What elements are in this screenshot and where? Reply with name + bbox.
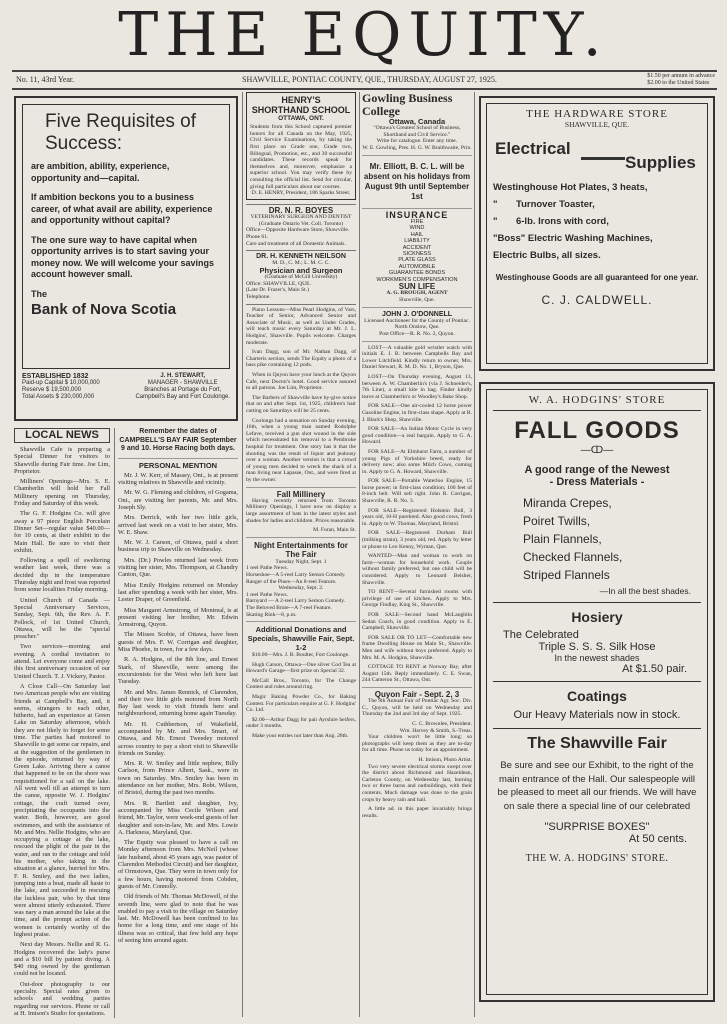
bank-headline: Five Requisites of Success:	[45, 111, 197, 154]
mid-news-item: Piano Lessons—Miss Pearl Hodgins, of Vars, Teacher of Senior, Advanced Senior and Associate of Music, as well as Under Grades, will teach music every Saturday at Mr. J. L. Hodgins', Shawville. Pupils welcome. Charges moderate.	[246, 306, 356, 346]
hodgins-range-1: A good range of the Newest	[524, 464, 670, 476]
insurance-ad	[362, 209, 472, 304]
news-item: The G. F. Hodgins Co. will give away a 97 piece English Porcelain Dinner Set—regular value $40.00—for 10 cents, at their exhibit in the Main Hall. Be sure to visit their exhibit.	[14, 510, 110, 554]
night-entertainment-heading: Night Entertainments for The Fair	[254, 540, 348, 559]
classified-item: LOST—A valuable gold wristlet watch with initials E. J. B. between Campbells Bay and Lower Litchfield. Kindly return to owner, Mrs. Daniel Stewart, R. M. D. No. 1, Bryson, Que.	[362, 344, 472, 371]
neilson-card	[246, 250, 356, 301]
odonnell-card	[362, 311, 472, 338]
bank-of-nova-scotia-ad	[14, 96, 238, 421]
news-item: Next day Messrs. Nellie and R. G. Hodgins recovered the lady's purse and a $10 bill by patient diving. A $40 ring owned by the gentleman could not be located.	[14, 941, 110, 978]
quyon-fair-sig-1: C. C. Brownlee, President.	[412, 720, 472, 727]
donation-item: $2.00—Arthur Dagg for pair Ayrshire heifers, under 3 months.	[246, 716, 356, 730]
hardware-store-ad	[479, 96, 715, 371]
campbells-bay-reminder: Remember the dates of CAMPBELL'S BAY FAIR September 9 and 10. Horse Racing both days.	[119, 428, 237, 452]
supplies-word: Supplies	[625, 153, 696, 172]
mid-news-item: Coolongs had a sensation on Sunday evening, 16th, when a young man named Rodolphe Lefave, received a gun shot wound in the side which necessitated his removal to a Pembroke hospital for treatment. One story has it that the shooting was the result of liquor and jealousy over a woman. Another version is that a crowd of young men decided to wreck the shack of a man living near Lapasse, Ont., and were fired at by the owner.	[246, 417, 356, 483]
insurance-type: FIRE	[410, 218, 424, 225]
neilson-name: DR. H. KENNETH NEILSON	[256, 253, 346, 261]
insurance-type: WIND	[409, 225, 425, 232]
donation-item: Magic Baking Powder Co., for Baking Contest. For particulars enquire at G. F. Hodgins' Co. Ltd.	[246, 694, 356, 714]
subscription-price: $1.50 per annum in advance $2.00 to the United States	[647, 73, 715, 86]
classified-item: FOR SALE—Registered Durham Bull (milking strain), 3 years old, red. Apply by letter or phone to Leo Kenny, Wyman, Que.	[362, 530, 472, 550]
hosiery-line-1: The Celebrated	[503, 629, 579, 641]
classified-item: FOR SALE OR TO LET—Comfortable new frame Dwelling House on Main St., Shawville. Men and wife without boys preferred. Apply to Mrs. M. A. Hodgins, Shawville.	[362, 634, 472, 661]
photo-sig: H. Imison, Photo Artist.	[418, 756, 472, 763]
night-ent-line: 1 reel Pathe News.	[246, 565, 288, 572]
column-rule	[242, 92, 243, 1017]
hodgins-sig: THE W. A. HODGINS' STORE.	[525, 853, 669, 864]
news-item: Out-door photography is our specialty. Special rates given to schools and wedding parties regarding our services. Phone or call at H. Imison's Studio for quotations.	[14, 980, 110, 1017]
insurance-type: ACCIDENT	[402, 244, 432, 251]
bank-para-2: If ambition beckons you to a business career, of what avail are ability, experience and opportunity without capital?	[31, 192, 213, 225]
ornament-icon: —ↀ—	[580, 445, 614, 456]
henrys-body: Students from this School captured premier honors for all Canada on the May, 1925, Civil Service Examinations, by taking the first place on Grade one, Grade two, Bilingual, Promotion, etc., and 30 successful candidates. These records speak for themselves and, moreover, emphasize a superior school. You may verify these by consulting the official list. Send for circular, giving full particulars about our courses.	[250, 124, 352, 190]
boyes-name: DR. N. R. BOYES	[268, 205, 334, 215]
personal-mention-column	[118, 428, 238, 1018]
coatings-heading: Coatings	[567, 688, 627, 704]
henrys-name: HENRY'S	[281, 95, 321, 105]
place-date: SHAWVILLE, PONTIAC COUNTY, QUE., THURSDAY, AUGUST 27, 1925.	[242, 75, 497, 84]
neilson-tel: Telephone.	[246, 294, 271, 301]
boyes-card	[246, 204, 356, 247]
hosiery-line-2: Triple S. S. S. Silk Hose	[538, 641, 656, 653]
odonnell-po: Post Office—R. R. No. 2, Quyon.	[379, 331, 455, 337]
insurance-heading: INSURANCE	[385, 209, 449, 220]
gowling-city: Ottawa, Canada	[388, 117, 446, 126]
night-ent-line: Skating Rink—8, p.m.	[246, 611, 297, 618]
henrys-sig: D. E. HENRY, President, 186 Sparks Street.	[251, 190, 351, 197]
classified-item: LOST—On Thursday evening, August 13, between A. W. Chamberlin's (via J. Schneider's, 7th Line), a small kite in bag. Finder kindly leave at Chamberlin's or Woodley's Bake Shop.	[362, 373, 472, 400]
news-item: Shawville Cafe is preparing a Special Dinner for visitors to Shawville during Fair time. Joe Lim, Proprietor.	[14, 446, 110, 475]
gowling-body: "Ottawa's Greatest School of Business, Shorthand and Civil Service."	[373, 125, 461, 138]
hodgins-name: W. A. HODGINS' STORE	[528, 394, 666, 406]
bank-name: Bank of Nova Scotia	[31, 300, 177, 318]
neilson-degree: M. D., C. M.; L. M. C. C.	[272, 260, 330, 267]
fall-millinery-sig: M. Foran, Main St.	[313, 527, 356, 534]
bank-manager-title: MANAGER - SHAWVILLE	[147, 380, 218, 386]
neilson-grad: (Graduate of McGill University)	[264, 274, 338, 281]
insurance-type: GUARANTEE BONDS	[388, 270, 446, 277]
bank-branches: Branches at Portage du Fort,	[144, 387, 222, 393]
odonnell-addr: North Onslow, Que.	[394, 324, 440, 331]
donation-item: $10.00—Mrs. J. B. Boulter, Fort Coulonge.	[252, 652, 350, 659]
surprise-boxes: "SURPRISE BOXES"	[544, 821, 650, 833]
fabric-item: Plain Flannels,	[523, 532, 602, 546]
little-ad-notice: A little ad. in this paper invariably brings results.	[362, 806, 472, 819]
classified-item: TO RENT—Several furnished rooms with privilege of use of kitchen. Apply to Mrs. George Findlay, King St., Shawville.	[362, 589, 472, 609]
hardware-name: THE HARDWARE STORE	[526, 108, 668, 120]
odonnell-name: JOHN J. O'DONNELL	[381, 310, 453, 318]
bank-assets: Total Assets $ 230,000,000	[22, 394, 95, 400]
news-item: United Church of Canada — Special Anniversary Services, Sunday, Sept. 6th, the Rev. A. F. Pollock, of 1st United Church, Ottawa, will be the "special preacher."	[14, 596, 110, 641]
personal-item: Mr. J. W. Kerr, of Massey, Ont., is at present visiting relatives in Shawville and vicinity.	[118, 471, 238, 487]
boyes-care: Care and treatment of all Domestic Animals.	[246, 240, 346, 247]
hosiery-heading: Hosiery	[571, 609, 623, 625]
column-rule	[114, 428, 115, 1018]
hardware-place: SHAWVILLE, QUE.	[564, 120, 630, 129]
insurance-agent: A. G. BROUGH, AGENT	[386, 290, 448, 297]
news-item: Milliners' Openings—Mrs. S. E. Chamberlin will hold her Fall Millinery opening on Thursday, Friday and Saturday of this week.	[14, 478, 110, 508]
classified-item: COTTAGE TO RENT at Norway Bay, after August 15th. Reply immediately. C. E. Swan, 244 Cameron St., Ottawa, Ont.	[362, 664, 472, 684]
hodgins-shades: —In all the best shades.	[599, 586, 691, 596]
bank-para-3: The one sure way to have capital when opportunity arrives is to start saving your money now. We will welcome your savings account however small.	[31, 234, 215, 279]
night-ent-line: Barnyard — A 2-reel Larry Semon Comedy.	[246, 598, 346, 605]
quyon-fair-heading: Quyon Fair - Sept. 2, 3	[374, 689, 460, 699]
mid-news-item: When in Quyon have your lunch at the Quyon Cafe, next Doctor's hotel. Good service assured to all patrons. Joe Lim, Proprietor.	[246, 372, 356, 392]
insurance-type: SICKNESS	[402, 251, 432, 257]
henrys-city: OTTAWA, ONT.	[278, 115, 324, 122]
middle-column	[246, 92, 356, 1017]
classified-item: FOR SALE—An Indian Motor Cycle in very good condition—a real bargain. Apply to G. A. Howard.	[362, 426, 472, 446]
coatings-line: Our Heavy Materials now in stock.	[513, 709, 681, 721]
fabric-item: Striped Flannels	[523, 568, 610, 582]
quyon-fair-body: The 9th Annual Fair of Pontiac Agr. Soc. Div. C., Quyon, will be held on Wednesday and Thursday the 2nd and 3rd day of Sept. 1925.	[362, 698, 472, 718]
personal-item: Mr. W. G. Fleming and children, of Gogama, Ont., are visiting her parents, Mr. and Mrs. Joseph Sly.	[118, 489, 238, 511]
newspaper-title: THE EQUITY.	[118, 0, 609, 70]
photo-notice: Your children won't be little long; so photographs will keep them as they are to-day for all time. Phone us today for an appointment.	[362, 734, 472, 754]
donation-item: Make your entries not later than Aug. 28th.	[252, 733, 349, 740]
storm-notice: Two very severe electrical storms swept over the district about Richmond and Hazeldean, Carleton County, on Wednesday last, burning two or three barns and outbuildings, with their contents. Much damage was done to the grain crops by heavy rain and hail.	[362, 763, 472, 803]
henrys-school-ad	[246, 92, 356, 200]
neilson-title: Physician and Surgeon	[259, 265, 343, 275]
hosiery-line-3: In the newest shades	[554, 653, 640, 663]
personal-item: Mr. and Mrs. James Rennick, of Clarendon, and their two little girls motored from North Bay last week to visit friends here and neighbourhood, returning home again Tuesday.	[118, 688, 238, 718]
hardware-line-4: "Boss" Electric Washing Machines,	[493, 233, 653, 244]
night-ent-line: Ranger of the Pines—An 8-reel Feature.	[246, 578, 337, 585]
fall-millinery-heading: Fall Millinery	[276, 489, 326, 499]
insurance-type: HAIL	[410, 231, 424, 238]
bank-manager: J. H. STEWART,	[160, 373, 206, 379]
column-rule	[359, 92, 360, 1017]
surprise-price: At 50 cents.	[628, 833, 687, 845]
hardware-line-1: Westinghouse Hot Plates, 3 heats,	[493, 182, 648, 193]
personal-item: Mrs. R. W. Smiley and little nephew, Billy Carlson, from Prince Albert, Sask., were in town on Saturday. Mrs. Smiley has been in attendance on her mother, Mrs. Robt. Wilson, of Bristol, during the past two months.	[118, 760, 238, 797]
personal-item: Miss Margaret Armstrong, of Montreal, is at present visiting her brother, Mr. Edwin Armstrong, Quyon.	[118, 606, 238, 629]
neilson-office: Office: SHAWVILLE, QUE.	[246, 280, 312, 287]
personal-item: Mrs. R. Bartlett and daughter, Ivy, accompanied by Miss Cecile Wilson and friend, Mr. Taylor, were week-end guests of her daughter and son-in-law, Mr. and Mrs. Lowie A. Harkness, Maryland, Que.	[118, 799, 238, 836]
personal-item: The Misses Scobie, of Ottawa, have been guests of Mrs. F. W. Corrigan and daughter, Miss Phoebe, in town, for a few days.	[118, 631, 238, 654]
neilson-prev: (Late Dr. Frazer's, Main St.)	[246, 287, 309, 294]
insurance-type: PLATE GLASS	[398, 257, 436, 264]
fall-goods-heading: FALL GOODS	[514, 417, 680, 444]
insurance-place: Shawville, Que.	[399, 296, 435, 303]
night-ent-line: Tuesday Night, Sept. 1	[275, 558, 327, 565]
night-ent-line: Wednesday, Sept. 2.	[278, 585, 324, 592]
quyon-fair-sig-2: Wm. Harvey & Smith, S.-Treas.	[399, 727, 472, 734]
lightning-bolt-icon	[581, 157, 625, 160]
bank-para-1: are ambition, ability, experience, opportunity and—capital.	[31, 161, 170, 183]
night-ent-line: 1 reel Pathe News.	[246, 591, 288, 598]
fabric-item: Checked Flannels,	[523, 550, 623, 564]
personal-item: Miss Emily Hodgins returned on Monday last after spending a week with her sister, Mrs. Lester Draper, of Greenfield.	[118, 581, 238, 604]
personal-item: Mr. H. Cuthbertson, of Wakefield, accompanied by Mr. and Mrs. Smart, of Ottawa, and Mr. Ernest Tweedey motored across country to pay a short visit to Shawville friends on Sunday.	[118, 720, 238, 757]
night-ent-line: The Beloved Brute—A 7-reel Feature.	[246, 604, 332, 611]
hodgins-store-ad	[479, 382, 715, 1002]
hardware-line-3: " 6-lb. Irons with cord,	[493, 216, 609, 227]
personal-item: Mrs. (Dr.) Powles returned last week from visiting her sister, Mrs. Thompson, at Chandry Canton, Que.	[118, 556, 238, 579]
donation-item: McCall Bros., Toronto, for The Change Contest and rules around ring.	[246, 677, 356, 691]
classified-item: WANTED—Man and woman to work on farm—woman for household work. Couple without family preferred, but one child will be considered. Apply to Leonard Belsher, Shawville.	[362, 553, 472, 586]
third-column	[362, 92, 472, 1017]
electrical-word: Electrical	[495, 139, 571, 158]
news-item: A Close Call—On Saturday last two American people who are visiting friends at Campbell's Bay, and, it seems, strangers to each other, hitherto, had an experience at Green Lake on Saturday afternoon, which they are not likely to forget for some time. The parties had motored to Shawville to get some car repairs, and at the suggestion of the gentlemen in the episode, returned by way of Green Lake. Arriving there a canoe that happened to be on the shore was requisitioned for a sail on the lake. All went well till an attempt to turn the canoe, opposite W. J. Hodgins' cottage, the craft turned over, precipitating the occupants into the water. Both, however, are good swimmers, and with the assistance of Mr. and Mrs. Nellie Hodgins, who are occupying a cottage at the lake, rescued the plight of the pair in the water, and ran to the cottage and told his mother, who taking in the situation at a glance, hurried for Mrs. F. R. Smiley, and the two ladies, jumping into a boat, made all haste to the lake, and succeeded in rescuing the luckless pair, who by that time were almost utterly exhausted. There was nary a man around the lake at the time, and the prompt action of the women is certainly worthy of the highest praise.	[14, 682, 110, 938]
classified-item: FOR SALE—Second hand McLaughlin Sedan Coach, in good condition. Apply to E. Campbell, Shawville.	[362, 611, 472, 632]
personal-heading: PERSONAL MENTION	[138, 460, 218, 470]
hardware-line-2: " Turnover Toaster,	[493, 199, 595, 210]
issue-number: No. 11, 43rd Year.	[16, 75, 75, 84]
hardware-line-5: Electric Bulbs, all sizes.	[493, 250, 601, 261]
henrys-school: SHORTHAND SCHOOL	[251, 105, 351, 115]
gowling-college-ad	[362, 92, 472, 152]
gowling-sig: W. E. Gowling, Pres. H. G. W. Braithwaite, Prin.	[362, 145, 472, 152]
dateline	[12, 70, 717, 90]
shawville-fair-body: Be sure and see our Exhibit, to the right of the main entrance of the Hall. Our salespeople will be pleased to meet all our friends. We will have on sale there a special line of our celebrated	[497, 760, 697, 812]
insurance-type: LIABILITY	[404, 238, 430, 245]
bank-the: The	[31, 288, 48, 299]
hardware-sig: C. J. CALDWELL.	[541, 293, 653, 307]
additional-donations-heading: Additional Donations and Specials, Shawville Fair, Sept. 1-2	[247, 625, 355, 653]
insurance-type: WORKMEN'S COMPENSATION	[376, 276, 458, 283]
personal-item: The Equity was pleased to have a call on Monday afternoon from Mrs. McNeil (whose late husband, about 45 years ago, was pastor of Clarendon Methodist Circuit) and her daughter, of Ormstown, Que. They were in town only for a few hours, having motored from Cobden, guests of Mr. Connolly.	[118, 839, 238, 890]
boyes-title: VETERINARY SURGEON AND DENTIST	[250, 214, 352, 221]
bank-paid-up: Paid-up Capital $ 10,000,000	[22, 380, 100, 386]
classified-item: FOR SALE—One air-cooled 12 horse power Gasoline Engine, in first-class shape. Apply at R. J. Black's Shop, Shawville.	[362, 403, 472, 423]
insurance-company: SUN LIFE	[398, 282, 436, 292]
mid-news-item: Ivan Dagg, son of Mr. Nathan Dagg, of Charteris section, sends The Equity a photo of a bass pike containing 12 pods.	[246, 349, 356, 369]
boyes-grad: (Graduate Ontario Vet. Coll. Toronto)	[258, 220, 344, 227]
personal-item: R. A. Hodgins, of the 8th line, and Ernest Stark, of Shawville, were among the excursionists for the West who left here last Tuesday.	[118, 656, 238, 686]
masthead	[0, 0, 727, 72]
personal-item: Mr. W. J. Carson, of Ottawa, paid a short business trip to Shawville on Wednesday.	[118, 539, 238, 554]
gowling-catalogue: Write for catalogue. Enter any time.	[376, 138, 458, 145]
bank-reserve: Reserve $ 19,500,000	[22, 387, 82, 393]
gowling-name: Gowling Business College	[362, 92, 453, 118]
donation-item: Hugh Carson, Ottawa—One silver Cod Tea at Howard's Garage—first prize on Special 32.	[246, 661, 356, 675]
bank-established: ESTABLISHED 1832	[22, 373, 89, 380]
night-ent-line: Horseshoe—A 5-reel Larry Semon Comedy.	[246, 571, 346, 578]
boyes-office: Office—Opposite Hardware Store, Shawville. Phone 61.	[246, 227, 350, 240]
mid-news-item: The Barbers of Shawville have by-give notice that on and after Sept. 1st, 1925, children's hair cutting on Saturdays will be 25 cents.	[246, 394, 356, 414]
hosiery-price: At $1.50 pair.	[622, 663, 687, 675]
local-news-column	[14, 428, 110, 1018]
insurance-type: AUTOMOBILE	[398, 263, 436, 270]
local-news-heading: LOCAL NEWS	[14, 428, 110, 443]
classified-item: FOR SALE—At Elmhurst Farm, a number of young Pigs of Yorkshire breed, ready for delivery now; also some Milch Cows, coming in. Apply to G. A. Howard, Shawville.	[362, 448, 472, 475]
hardware-guarantee: Westinghouse Goods are all guaranteed for one year.	[495, 273, 699, 282]
shawville-fair-heading: The Shawville Fair	[527, 735, 667, 752]
fall-millinery-body: Having recently returned from Toronto Millinery Openings, I have now on display a large assortment of hats in the latest styles and shades for ladies and children. Prices reasonable.	[246, 497, 356, 524]
column-rule	[474, 92, 475, 1017]
odonnell-body: Licensed Auctioneer for the County of Pontiac.	[364, 317, 470, 324]
fabric-item: Poiret Twills,	[523, 514, 591, 528]
bank-branches-2: Campbell's Bay and Fort Coulonge.	[135, 394, 230, 400]
news-item: Following a spell of sweltering weather last week, there was a decided dip in the temperature Thursday night and frost was reported from some localities Friday morning.	[14, 557, 110, 594]
classified-item: FOR SALE—Registered Holstein Bull, 3 years old, 10-H purebred. Also good cows, fresh in. Apply to W. Thomas, Maryland, Bristol.	[362, 507, 472, 527]
hodgins-range-2: - Dress Materials -	[549, 476, 645, 488]
personal-item: Old friends of Mr. Thomas McDowell, of the seventh line, were glad to note that he was enabled to pay a visit to the village on Saturday last. Mr. McDowell has been confined to his home for a long time, and one stage of his illness was so critical, that few held any hope of seeing him around again.	[118, 893, 238, 945]
classified-item: FOR SALE—Portable Waterloo Engine, 15 horse power; in first-class condition; 100 feet of 8-inch belt. Will sell right. John R. Corrigan, Shawville, R. R. No. 3.	[362, 478, 472, 505]
personal-item: Mrs. Derrick, with her two little girls, arrived last week on a visit to her sister, Mrs. W. E. Shaw.	[118, 514, 238, 536]
news-item: Two services—morning and evening. A cordial invitation to attend. Let everyone come and enjoy this first anniversary occasion of our United Church. T. J. Vickery, Pastor.	[14, 643, 110, 680]
elliott-notice: Mr. Elliott, B. C. L. will be absent on his holidays from August 9th until September 1st	[363, 161, 471, 201]
fabric-item: Miranda Crepes,	[523, 496, 612, 510]
